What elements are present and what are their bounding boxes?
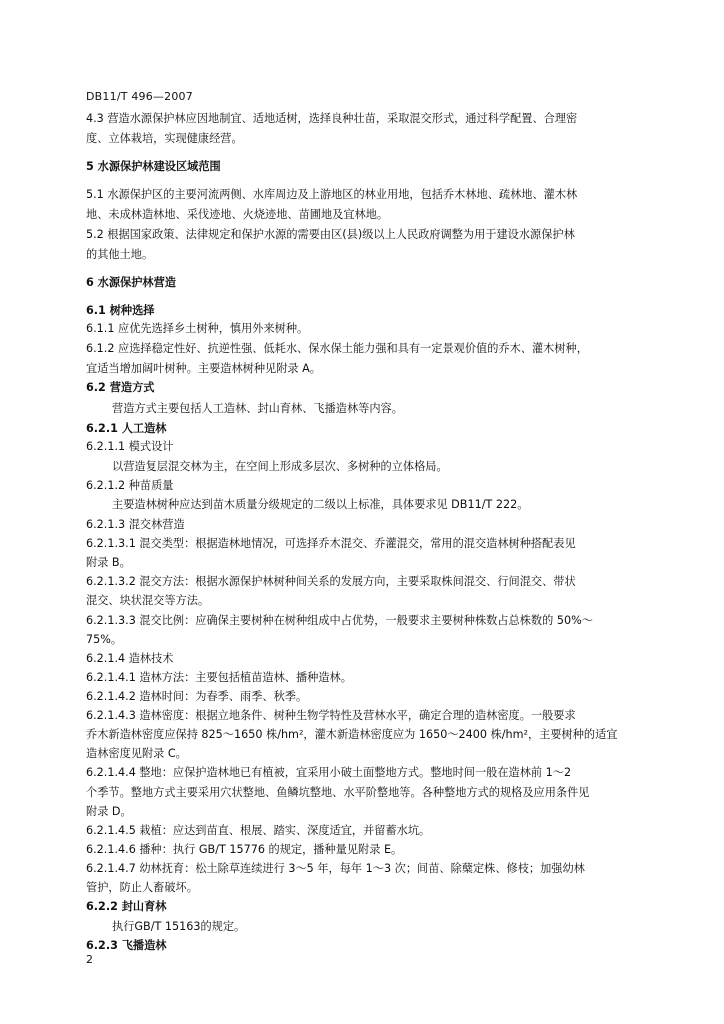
heading-6-2-3: 6.2.3 飞播造林: [86, 939, 167, 952]
para-6-2-1-4-2: 6.2.1.4.2 造林时间：为春季、雨季、秋季。: [86, 690, 308, 703]
heading-6-2-1-4: 6.2.1.4 造林技术: [86, 652, 174, 665]
para-5-1-cont: 地、未成林造林地、采伐迹地、火烧迹地、苗圃地及宜林地。: [86, 208, 389, 221]
para-6-2-1-4-4-cont-2: 附录 D。: [86, 805, 132, 818]
para-6-2-1-4-7-cont: 管护，防止人畜破坏。: [86, 881, 198, 894]
document-number: DB11/T 496—2007: [86, 90, 193, 103]
heading-6-2-2: 6.2.2 封山育林: [86, 900, 167, 913]
para-6-2-1-2: 主要造林树种应达到苗木质量分级规定的二级以上标准，具体要求见 DB11/T 222。: [112, 498, 529, 511]
heading-6-2-1-1: 6.2.1.1 模式设计: [86, 440, 174, 453]
para-5-2-cont: 的其他土地。: [86, 248, 154, 261]
para-6-2: 营造方式主要包括人工造林、封山育林、飞播造林等内容。: [112, 402, 403, 415]
para-4-3: 4.3 营造水源保护林应因地制宜、适地适树，选择良种壮苗，采取混交形式，通过科学配置、合理密: [86, 112, 578, 125]
para-6-2-1-4-1: 6.2.1.4.1 造林方法：主要包括植苗造林、播种造林。: [86, 671, 352, 684]
para-6-2-1-4-7: 6.2.1.4.7 幼林抚育：松土除草连续进行 3～5 年，每年 1～3 次；间苗、除蘖定株、修枝；加强幼林: [86, 862, 585, 875]
para-6-2-1-4-4-cont-1: 个季节。整地方式主要采用穴状整地、鱼鳞坑整地、水平阶整地等。各种整地方式的规格及应用条件见: [86, 786, 590, 799]
para-6-1-1: 6.1.1 应优先选择乡土树种，慎用外来树种。: [86, 322, 309, 335]
para-6-2-1-4-3: 6.2.1.4.3 造林密度：根据立地条件、树种生物学特性及营林水平，确定合理的造林密度。一般要求: [86, 709, 576, 722]
para-5-2: 5.2 根据国家政策、法律规定和保护水源的需要由区(县)级以上人民政府调整为用于建设水源保护林: [86, 228, 575, 241]
para-6-2-1-4-5: 6.2.1.4.5 栽植：应达到苗直、根展、踏实、深度适宜，并留蓄水坑。: [86, 824, 431, 837]
para-6-2-2: 执行GB/T 15163的规定。: [112, 920, 246, 933]
para-6-2-1-4-3-cont-2: 造林密度见附录 C。: [86, 747, 187, 760]
para-6-2-1-3-3-cont: 75%。: [86, 633, 123, 646]
heading-5: 5 水源保护林建设区域范围: [86, 160, 221, 173]
para-6-1-2-cont: 宜适当增加阔叶树种。主要造林树种见附录 A。: [86, 362, 321, 375]
para-6-2-1-1: 以营造复层混交林为主，在空间上形成多层次、多树种的立体格局。: [112, 460, 448, 473]
para-6-2-1-3-2: 6.2.1.3.2 混交方法：根据水源保护林树种间关系的发展方向，主要采取株间混交、行间混交、带状: [86, 575, 576, 588]
page-number: 2: [86, 953, 93, 966]
heading-6-2-1-3: 6.2.1.3 混交林营造: [86, 518, 185, 531]
para-6-2-1-3-2-cont: 混交、块状混交等方法。: [86, 594, 210, 607]
para-5-1: 5.1 水源保护区的主要河流两侧、水库周边及上游地区的林业用地，包括乔木林地、疏林地、灌木林: [86, 188, 578, 201]
para-4-3-cont: 度、立体栽培，实现健康经营。: [86, 132, 243, 145]
para-6-2-1-4-6: 6.2.1.4.6 播种：执行 GB/T 15776 的规定，播种量见附录 E。: [86, 843, 403, 856]
heading-6-2-1: 6.2.1 人工造林: [86, 422, 167, 435]
heading-6: 6 水源保护林营造: [86, 276, 176, 289]
para-6-2-1-4-3-cont-1: 乔木新造林密度应保持 825～1650 株/hm²，灌木新造林密度应为 1650～2400 株/hm²，主要树种的适宜: [86, 728, 618, 741]
para-6-2-1-3-1: 6.2.1.3.1 混交类型：根据造林地情况，可选择乔木混交、乔灌混交，常用的混交造林树种搭配表见: [86, 537, 576, 550]
para-6-2-1-4-4: 6.2.1.4.4 整地：应保护造林地已有植被，宜采用小破土面整地方式。整地时间一般在造林前 1～2: [86, 766, 572, 779]
para-6-1-2: 6.1.2 应选择稳定性好、抗逆性强、低耗水、保水保土能力强和具有一定景观价值的乔木、灌木树种，: [86, 342, 588, 355]
para-6-2-1-3-3: 6.2.1.3.3 混交比例：应确保主要树种在树种组成中占优势，一般要求主要树种株数占总株数的 50%～: [86, 614, 593, 627]
para-6-2-1-3-1-cont: 附录 B。: [86, 556, 131, 569]
heading-6-1: 6.1 树种选择: [86, 304, 155, 317]
heading-6-2: 6.2 营造方式: [86, 381, 155, 394]
heading-6-2-1-2: 6.2.1.2 种苗质量: [86, 479, 174, 492]
